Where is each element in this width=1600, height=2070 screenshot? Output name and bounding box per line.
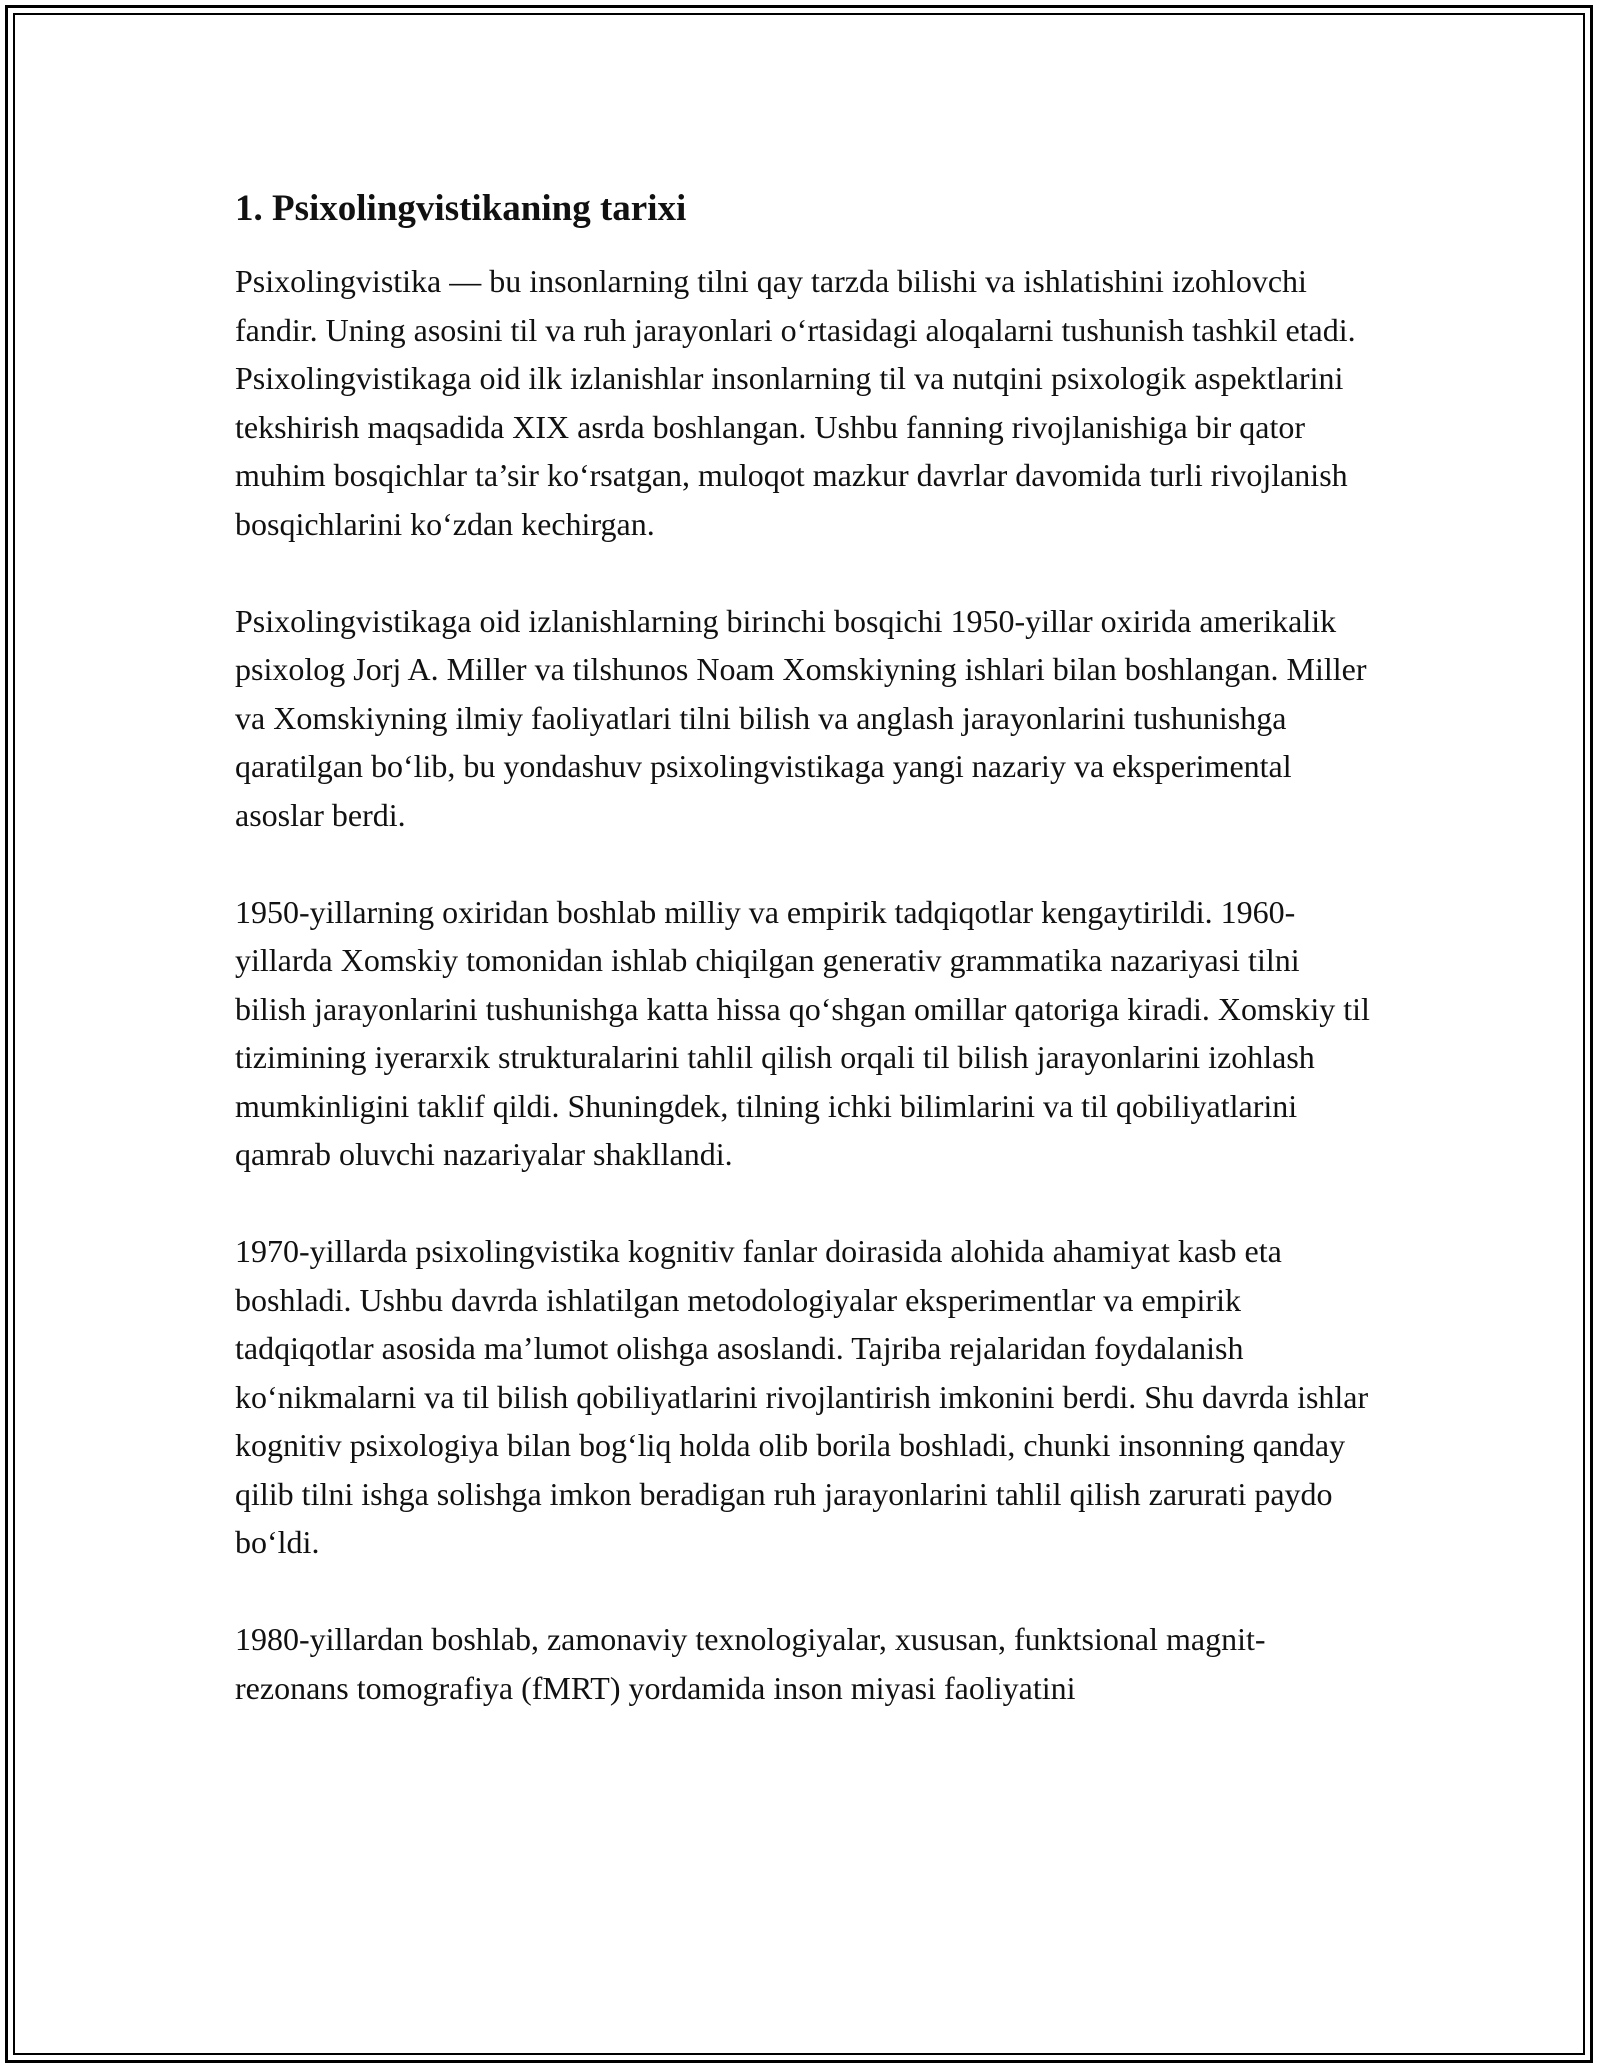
paragraph-1950s: Psixolingvistikaga oid izlanishlarning birinchi bosqichi 1950-yillar oxirida amerikalik psixolog Jorj A. Miller va tilshunos Noam Xomskiyning ishlari bilan boshlangan. Miller va Xomskiyning ilmiy faoliyatlari tilni bilish va anglash jarayonlarini tushunishga qaratilgan boʻlib, bu yondashuv psixolingvistikaga yangi nazariy va eksperimental asoslar berdi.	[235, 602, 1367, 833]
paragraph-intro: Psixolingvistika — bu insonlarning tilni qay tarzda bilishi va ishlatishini izohlovchi fandir. Uning asosini til va ruh jarayonlari oʻrtasidagi aloqalarni tushunish tashkil etadi. Psixolingvistikaga oid ilk izlanishlar insonlarning til va nutqini psixologik aspektlarini tekshirish maqsadida XIX asrda boshlangan. Ushbu fanning rivojlanishiga bir qator muhim bosqichlar ta’sir koʻrsatgan, muloqot mazkur davrlar davomida turli rivojlanish bosqichlarini koʻzdan kechirgan.	[235, 263, 1356, 542]
section-heading: 1. Psixolingvistikaning tarixi	[235, 188, 687, 229]
paragraph-1960s: 1950-yillarning oxiridan boshlab milliy va empirik tadqiqotlar kengaytirildi. 1960-yillarda Xomskiy tomonidan ishlab chiqilgan generativ grammatika nazariyasi tilni bilish jarayonlarini tushunishga katta hissa qoʻshgan omillar qatoriga kiradi. Xomskiy til tizimining iyerarxik strukturalarini tahlil qilish orqali til bilish jarayonlarini izohlash mumkinligini taklif qildi. Shuningdek, tilning ichki bilimlarini va til qobiliyatlarini qamrab oluvchi nazariyalar shakllandi.	[235, 893, 1370, 1172]
paragraph-1970s: 1970-yillarda psixolingvistika kognitiv fanlar doirasida alohida ahamiyat kasb eta boshladi. Ushbu davrda ishlatilgan metodologiyalar eksperimentlar va empirik tadqiqotlar asosida ma’lumot olishga asoslandi. Tajriba rejalaridan foydalanish koʻnikmalarni va til bilish qobiliyatlarini rivojlantirish imkonini berdi. Shu davrda ishlar kognitiv psixologiya bilan bogʻliq holda olib borila boshladi, chunki insonning qanday qilib tilni ishga solishga imkon beradigan ruh jarayonlarini tahlil qilish zarurati paydo boʻldi.	[235, 1233, 1369, 1560]
document-body	[235, 185, 1370, 1712]
paragraph-1980s: 1980-yillardan boshlab, zamonaviy texnologiyalar, xususan, funktsional magnit-rezonans tomografiya (fMRT) yordamida inson miyasi faoliyatini	[235, 1621, 1266, 1706]
